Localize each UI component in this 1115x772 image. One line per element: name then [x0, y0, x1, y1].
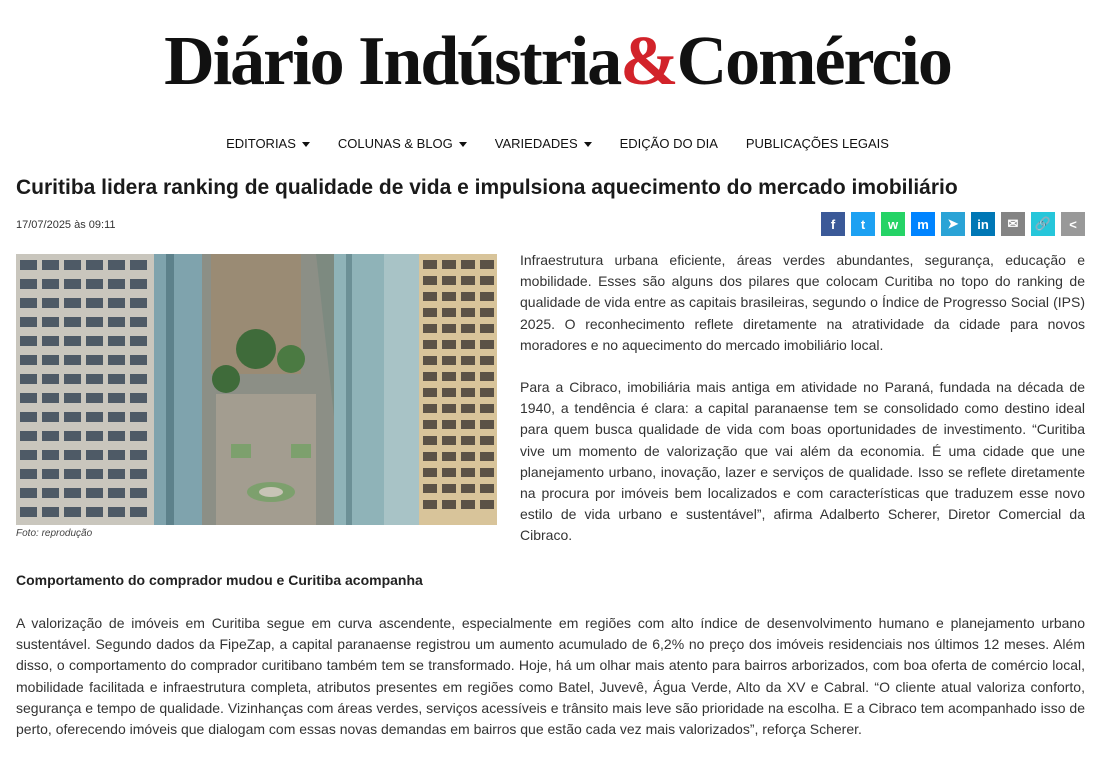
article-intro [520, 250, 1085, 568]
building-window [108, 336, 125, 346]
building-window [108, 412, 125, 422]
building-window [442, 324, 456, 333]
building-window [442, 452, 456, 461]
building-window [461, 340, 475, 349]
building-window [64, 488, 81, 498]
building-window [480, 388, 494, 397]
building-window [130, 469, 147, 479]
building-window [64, 260, 81, 270]
building-window [130, 450, 147, 460]
building-window [20, 355, 37, 365]
building-window [86, 450, 103, 460]
building-window [130, 355, 147, 365]
building-window [461, 292, 475, 301]
paragraph-3: A valorização de imóveis em Curitiba segue em curva ascendente, especialmente em regiões com alto índice de desenvolvimento humano e planejamento urbano sustentável. Segundo dados da FipeZap, a capital paranaense registrou um aumento acumulado de 6,2% no preço dos imóveis residenciais nos últimos 12 meses. Além disso, o comportamento do comprador curitibano também tem se transformado. Hoje, há um olhar mais atento para bairros arborizados, com boa oferta de comércio local, mobilidade facilitada e infraestrutura completa, atributos presentes em regiões como Batel, Juvevê, Água Verde, Alto da XV e Cabral. “O cliente atual valoriza conforto, segurança e tempo de qualidade. Vizinhanças com áreas verdes, serviços acessíveis e trânsito mais leve são prioridade na escolha. E a Cibraco tem acompanhado isso de perto, oferecendo imóveis que dialogam com essas novas demandas em bairros que estão cada vez mais valorizados”, reforça Scherer. [16, 615, 1085, 738]
building-window [461, 484, 475, 493]
building-window [86, 336, 103, 346]
building-window [461, 372, 475, 381]
linkedin-icon[interactable]: in [971, 212, 995, 236]
building-window [86, 431, 103, 441]
building-window [442, 420, 456, 429]
building-window [423, 260, 437, 269]
building-window [480, 436, 494, 445]
building-window [423, 436, 437, 445]
building-window [442, 468, 456, 477]
building-window [130, 412, 147, 422]
building-window [42, 393, 59, 403]
building-window [20, 469, 37, 479]
building-window [130, 488, 147, 498]
building-window [442, 372, 456, 381]
building-window [461, 308, 475, 317]
share-bar [821, 212, 1085, 236]
building-window [480, 420, 494, 429]
building-window [42, 507, 59, 517]
messenger-icon[interactable]: m [911, 212, 935, 236]
facebook-icon[interactable]: f [821, 212, 845, 236]
building-window [108, 298, 125, 308]
building-window [108, 260, 125, 270]
building-window [108, 279, 125, 289]
building-window [20, 488, 37, 498]
paragraph-1: Infraestrutura urbana eficiente, áreas verdes abundantes, segurança, educação e mobilidade. Esses são alguns dos pilares que colocam Curitiba no topo do ranking de qualidade de vida entre as capitais brasileiras, segundo o Índice de Progresso Social (IPS) 2025. O reconhecimento reflete diretamente na atratividade da cidade para novos moradores e no aquecimento do mercado imobiliário local. [520, 252, 1085, 353]
building-window [42, 450, 59, 460]
building-window [480, 340, 494, 349]
whatsapp-icon[interactable]: w [881, 212, 905, 236]
building-window [42, 374, 59, 384]
building-window [108, 393, 125, 403]
main-nav [0, 132, 1115, 156]
building-window [442, 292, 456, 301]
paragraph-2: Para a Cibraco, imobiliária mais antiga em atividade no Paraná, fundada na década de 1940, a tendência é clara: a capital paranaense tem se consolidado como destino ideal para quem busca qualidade de vida com boas oportunidades de investimento. “Curitiba vive um momento de valorização que vai além da economia. É uma cidade que une planejamento urbano, inovação, lazer e serviços de qualidade. Isso se reflete diretamente na procura por imóveis bem localizados e com características que traduzem esse novo estilo de vida urbano e sustentável”, afirma Adalberto Scherer, Diretor Comercial da Cibraco. [520, 379, 1085, 544]
article-title: Curitiba lidera ranking de qualidade de vida e impulsiona aquecimento do mercado imobiliário [16, 176, 958, 199]
building-window [64, 317, 81, 327]
building-window [480, 356, 494, 365]
building-window [423, 452, 437, 461]
building-window [461, 276, 475, 285]
nav-item-label: PUBLICAÇÕES LEGAIS [745, 136, 889, 151]
building-window [86, 298, 103, 308]
building-window [86, 393, 103, 403]
building-window [86, 260, 103, 270]
building-window [480, 308, 494, 317]
building-window [20, 393, 37, 403]
nav-item-label: EDIÇÃO DO DIA [619, 136, 718, 151]
building-window [86, 355, 103, 365]
building-window [42, 260, 59, 270]
building-window [130, 298, 147, 308]
building-window [461, 500, 475, 509]
building-window [442, 260, 456, 269]
building-window [461, 468, 475, 477]
link-icon[interactable]: 🔗 [1031, 212, 1055, 236]
caret-down-icon [459, 142, 467, 147]
building-window [423, 292, 437, 301]
building-window [42, 317, 59, 327]
building-window [108, 317, 125, 327]
caret-down-icon [302, 142, 310, 147]
building-window [64, 507, 81, 517]
building-window [480, 324, 494, 333]
caret-down-icon [584, 142, 592, 147]
building-window [442, 436, 456, 445]
building-window [442, 308, 456, 317]
building-window [423, 372, 437, 381]
building-window [461, 420, 475, 429]
building-window [20, 279, 37, 289]
building-window [130, 317, 147, 327]
building-window [442, 404, 456, 413]
article-date: 17/07/2025 às 09:11 [16, 219, 116, 231]
nav-item-label: EDITORIAS [226, 136, 296, 151]
email-icon[interactable]: ✉ [1001, 212, 1025, 236]
building-window [64, 450, 81, 460]
building-window [42, 488, 59, 498]
article-photo [16, 254, 497, 525]
building-window [20, 431, 37, 441]
building-window [423, 308, 437, 317]
street-aerial-photo [16, 254, 497, 525]
nav-item-label: COLUNAS & BLOG [337, 136, 453, 151]
building-window [108, 374, 125, 384]
building-window [42, 298, 59, 308]
building-window [442, 500, 456, 509]
building-window [130, 393, 147, 403]
building-window [20, 450, 37, 460]
building-window [20, 298, 37, 308]
building-window [86, 279, 103, 289]
building-window [130, 374, 147, 384]
photo-caption: Foto: reprodução [16, 528, 93, 539]
building-window [20, 336, 37, 346]
building-window [461, 356, 475, 365]
building-window [130, 260, 147, 270]
building-window [20, 317, 37, 327]
building-window [86, 317, 103, 327]
building-window [442, 484, 456, 493]
nav-item-edi-o-do-dia[interactable] [620, 132, 718, 156]
building-window [108, 450, 125, 460]
building-window [64, 412, 81, 422]
nav-item-editorias[interactable] [226, 132, 310, 156]
building-window [423, 356, 437, 365]
building-window [130, 431, 147, 441]
building-window [480, 500, 494, 509]
building-window [42, 336, 59, 346]
twitter-icon[interactable]: t [851, 212, 875, 236]
building-window [480, 260, 494, 269]
building-window [461, 324, 475, 333]
building-window [461, 388, 475, 397]
building-window [423, 484, 437, 493]
building-window [20, 507, 37, 517]
building-window [442, 356, 456, 365]
building-window [86, 412, 103, 422]
building-window [461, 260, 475, 269]
building-window [423, 420, 437, 429]
logo-text-part1: Diário Indústria [164, 23, 621, 100]
building-window [20, 374, 37, 384]
telegram-icon[interactable]: ➤ [941, 212, 965, 236]
building-window [442, 340, 456, 349]
nav-item-variedades[interactable] [495, 132, 592, 156]
logo-text-part2: Comércio [676, 23, 951, 100]
building-window [42, 412, 59, 422]
building-window [64, 393, 81, 403]
building-window [108, 488, 125, 498]
building-window [423, 404, 437, 413]
building-window [42, 431, 59, 441]
building-window [64, 431, 81, 441]
building-window [20, 412, 37, 422]
building-window [480, 276, 494, 285]
building-window [64, 279, 81, 289]
building-window [20, 260, 37, 270]
logo-ampersand: & [620, 23, 677, 100]
building-window [130, 336, 147, 346]
nav-item-colunas-blog[interactable] [338, 132, 467, 156]
building-window [423, 388, 437, 397]
site-logo[interactable] [0, 22, 1115, 102]
building-window [108, 507, 125, 517]
building-window [480, 484, 494, 493]
building-window [442, 276, 456, 285]
building-window [480, 404, 494, 413]
building-window [86, 488, 103, 498]
building-window [461, 452, 475, 461]
building-window [86, 469, 103, 479]
building-window [480, 372, 494, 381]
building-window [461, 436, 475, 445]
building-window [108, 431, 125, 441]
building-window [423, 500, 437, 509]
nav-item-label: VARIEDADES [494, 136, 578, 151]
building-window [130, 279, 147, 289]
building-window [64, 298, 81, 308]
building-window [86, 507, 103, 517]
building-window [423, 468, 437, 477]
building-window [442, 388, 456, 397]
building-window [423, 340, 437, 349]
building-window [108, 355, 125, 365]
building-window [42, 355, 59, 365]
article-subheading: Comportamento do comprador mudou e Curitiba acompanha [16, 572, 423, 588]
building-window [480, 452, 494, 461]
building-window [42, 279, 59, 289]
building-window [423, 324, 437, 333]
building-window [480, 292, 494, 301]
building-window [423, 276, 437, 285]
building-window [461, 404, 475, 413]
building-window [130, 507, 147, 517]
building-window [64, 469, 81, 479]
nav-item-publica-es-legais[interactable] [746, 132, 889, 156]
building-window [64, 374, 81, 384]
building-window [480, 468, 494, 477]
building-window [108, 469, 125, 479]
building-window [64, 336, 81, 346]
building-window [42, 469, 59, 479]
share-icon[interactable]: < [1061, 212, 1085, 236]
building-window [64, 355, 81, 365]
building-window [86, 374, 103, 384]
